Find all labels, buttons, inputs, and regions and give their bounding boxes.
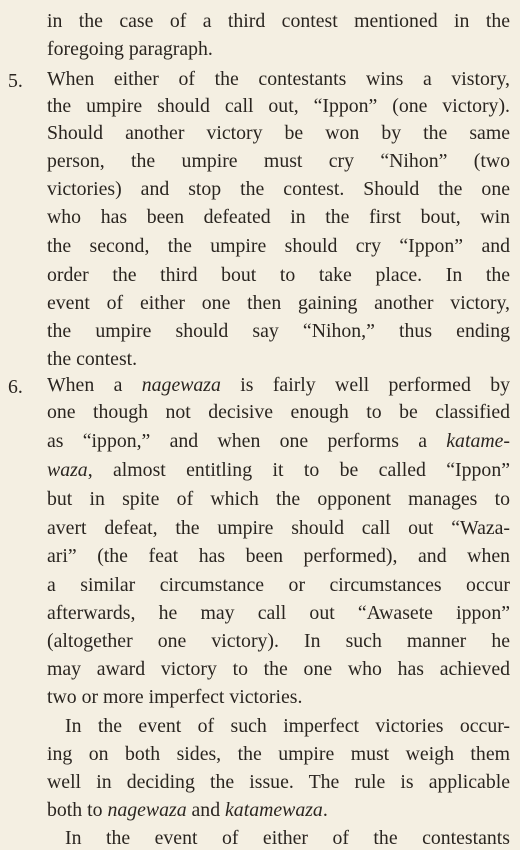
text-line: a similar circumstance or circumstances occur	[47, 574, 510, 596]
text-line: event of either one then gaining another victory,	[47, 292, 510, 314]
text-run: as “ippon,” and when one performs a	[47, 430, 447, 452]
text-line: order the third bout to take place. In the	[47, 264, 510, 286]
text-line: may award victory to the one who has achieved	[47, 658, 510, 680]
text-line	[47, 376, 510, 396]
text-line: person, the umpire must cry “Nihon” (two	[47, 150, 510, 172]
text-line: who has been defeated in the first bout, win	[47, 206, 510, 228]
text-line: ari” (the feat has been performed), and when	[47, 545, 510, 567]
japanese-term: nagewaza	[107, 799, 187, 821]
text-line: victories) and stop the contest. Should the one	[47, 178, 510, 200]
text-line	[47, 461, 510, 481]
text-line: In the event of either of the contestants	[65, 827, 510, 849]
item-number: 6.	[8, 376, 23, 398]
text-line: avert defeat, the umpire should call out “Waza-	[47, 517, 510, 539]
text-run: , almost entitling it to be called “Ippon”	[87, 459, 510, 481]
japanese-term: nagewaza	[141, 374, 221, 396]
text-line: When either of the contestants wins a vistory,	[47, 68, 510, 90]
text-line: ing on both sides, the umpire must weigh them	[47, 743, 510, 765]
text-line: one though not decisive enough to be classified	[47, 401, 510, 423]
item-number: 5.	[8, 70, 23, 92]
text-line: afterwards, he may call out “Awasete ippon”	[47, 602, 510, 624]
text-line	[47, 432, 510, 452]
text-line: the contest.	[47, 348, 138, 370]
text-line: the umpire should say “Nihon,” thus ending	[47, 320, 510, 342]
text-line: in the case of a third contest mentioned in the	[47, 10, 510, 32]
text-line: (altogether one victory). In such manner he	[47, 630, 510, 652]
japanese-term: waza	[47, 459, 88, 481]
text-line: well in deciding the issue. The rule is applicable	[47, 771, 510, 793]
text-line: foregoing paragraph.	[47, 38, 213, 60]
text-line: two or more imperfect victories.	[47, 686, 303, 708]
text-line: In the event of such imperfect victories occur-	[65, 715, 510, 737]
text-run: and	[186, 799, 226, 821]
text-line: Should another victory be won by the same	[47, 122, 510, 144]
text-line	[47, 801, 328, 821]
text-run: .	[322, 799, 328, 821]
text-line: the second, the umpire should cry “Ippon” and	[47, 235, 510, 257]
text-line: the umpire should call out, “Ippon” (one victory).	[47, 95, 510, 117]
japanese-term: katame-	[446, 430, 510, 452]
text-run: both to	[47, 799, 108, 821]
text-line: but in spite of which the opponent manages to	[47, 488, 510, 510]
japanese-term: katamewaza	[225, 799, 323, 821]
text-run: is fairly well performed by	[220, 374, 510, 396]
text-run: When a	[47, 374, 142, 396]
